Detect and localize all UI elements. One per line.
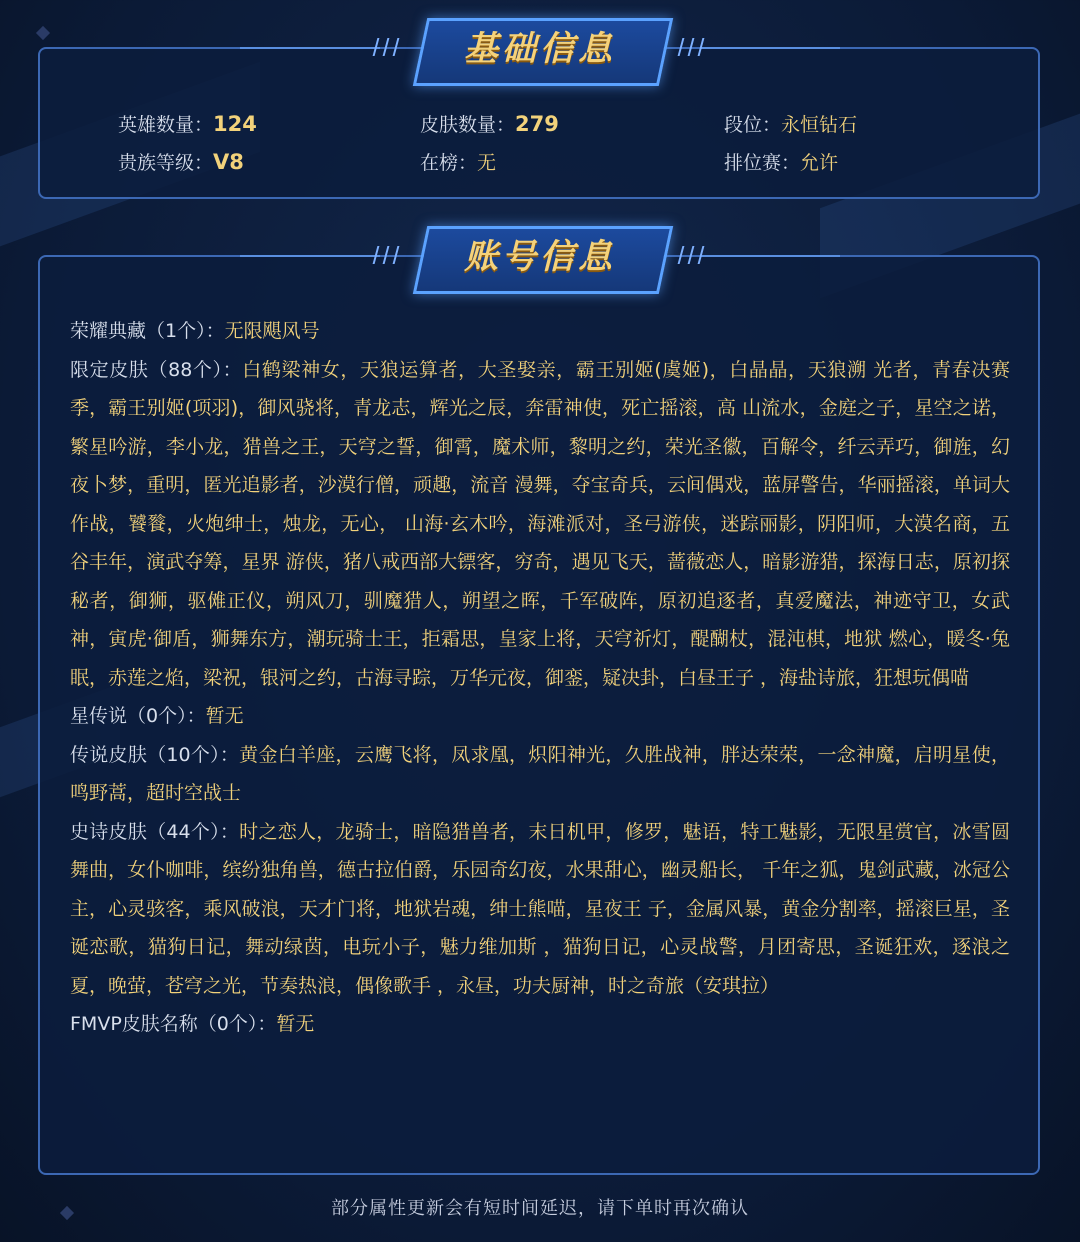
- epic-skins-row: [70, 813, 1010, 1006]
- banner-line-right: [700, 47, 840, 49]
- glory-value: 无限飓风号: [224, 320, 320, 342]
- skin-count: [420, 110, 559, 137]
- basic-info-banner: [420, 18, 660, 80]
- on-list-label: 在榜：: [420, 152, 478, 174]
- banner-line-left: [240, 47, 380, 49]
- footer-notice: 部分属性更新会有短时间延迟，请下单时再次确认: [331, 1198, 749, 1219]
- ranked-match: [724, 148, 838, 175]
- ranked-value: 允许: [800, 152, 839, 174]
- hero-count-label: 英雄数量：: [118, 114, 214, 136]
- legend-skins-row: [70, 736, 1010, 813]
- rank-label: 段位：: [724, 114, 782, 136]
- noble-level: [118, 148, 244, 175]
- legend-label: 传说皮肤（10个）：: [70, 743, 240, 766]
- star-label: 星传说（0个）：: [70, 705, 206, 727]
- decor-dot: [36, 26, 50, 40]
- star-value: 暂无: [205, 705, 244, 727]
- fmvp-skins-row: [70, 1005, 1010, 1044]
- glory-label: 荣耀典藏（1个）：: [70, 320, 225, 342]
- on-list-value: 无: [477, 152, 497, 174]
- limited-value: 白鹤梁神女，天狼运算者，大圣娶亲，霸王别姬(虞姬)，白晶晶，天狼溯 光者，青春决赛季，霸王别姬(项羽)，御风骁将，青龙志，辉光之辰，奔雷神使，死亡摇滚，高 山流水，金庭之子，星空之诺，繁星吟游，李小龙，猎兽之王，天穹之誓，御霄，魔术师，黎明之约，荣光圣徽，百解令，纤云弄巧，御旌，幻夜卜梦，重明，匿光追影者，沙漠行僧，顽趣，流音 漫舞，夺宝奇兵，云间偶戏，蓝屏警告，华丽摇滚，单词大作战，饕餮，火炮绅士，烛龙，无心， 山海·玄木吟，海滩派对，圣弓游侠，迷踪丽影，阴阳师，大漠名商，五谷丰年，演武夺筹，星界 游侠，猪八戒西部大镖客，穷奇，遇见飞天，蔷薇恋人，暗影游猎，探海日志，原初探秘者，御狮，驱傩正仪，朔风刀，驯魔猎人，朔望之晖，千军破阵，原初追逐者，真爱魔法，神迹守卫，女武 神，寅虎·御盾，狮舞东方，潮玩骑士王，拒霜思，皇家上将，天穹祈灯，醍醐杖，混沌棋，地狱 燃心，暖冬·兔眠，赤莲之焰，梁祝，银河之约，古海寻踪，万华元夜，御銮，疑决卦，白昼王子 ，海盐诗旅，狂想玩偶喵: [70, 358, 1010, 689]
- ranked-label: 排位赛：: [724, 152, 801, 174]
- on-list: [420, 148, 496, 175]
- hero-count: [118, 110, 257, 137]
- account-details: [70, 312, 1010, 1044]
- rank: [724, 110, 857, 137]
- limited-skins-row: [70, 351, 1010, 698]
- epic-label: 史诗皮肤（44个）：: [70, 820, 240, 843]
- glory-collection-row: [70, 312, 1010, 351]
- legend-value: 黄金白羊座，云鹰飞将，凤求凰，炽阳神光，久胜战神，胖达荣荣，一念神魔，启明星使，鸣野蒿，超时空战士: [70, 743, 1010, 804]
- epic-value: 时之恋人，龙骑士，暗隐猎兽者，末日机甲，修罗，魅语，特工魅影，无限星赏官，冰雪圆舞曲，女仆咖啡，缤纷独角兽，德古拉伯爵，乐园奇幻夜，水果甜心，幽灵船长， 千年之狐，鬼剑武藏，冰冠公主，心灵骇客，乘风破浪，天才门将，地狱岩魂，绅士熊喵，星夜王 子，金属风暴，黄金分割率，摇滚巨星，圣诞恋歌，猫狗日记，舞动绿茵，电玩小子，魅力维加斯 ，猫狗日记，心灵战警，月团寄思，圣诞狂欢，逐浪之夏，晚萤，苍穹之光，节奏热浪，偶像歌手 ，永昼，功夫厨神，时之奇旅（安琪拉）: [70, 820, 1010, 997]
- account-info-banner: [420, 226, 660, 288]
- banner-line-right: [700, 255, 840, 257]
- section-title-basic: 基础信息: [464, 29, 616, 69]
- noble-label: 贵族等级：: [118, 152, 214, 174]
- limited-label: 限定皮肤（88个）：: [70, 358, 243, 381]
- skin-count-label: 皮肤数量：: [420, 114, 516, 136]
- fmvp-label: FMVP皮肤名称（0个）：: [70, 1013, 277, 1035]
- section-title-account: 账号信息: [464, 237, 616, 277]
- fmvp-value: 暂无: [276, 1013, 315, 1035]
- noble-value: V8: [213, 150, 244, 174]
- hero-count-value: 124: [213, 112, 257, 136]
- star-legend-row: [70, 697, 1010, 736]
- rank-value: 永恒钻石: [781, 114, 858, 136]
- banner-line-left: [240, 255, 380, 257]
- skin-count-value: 279: [515, 112, 559, 136]
